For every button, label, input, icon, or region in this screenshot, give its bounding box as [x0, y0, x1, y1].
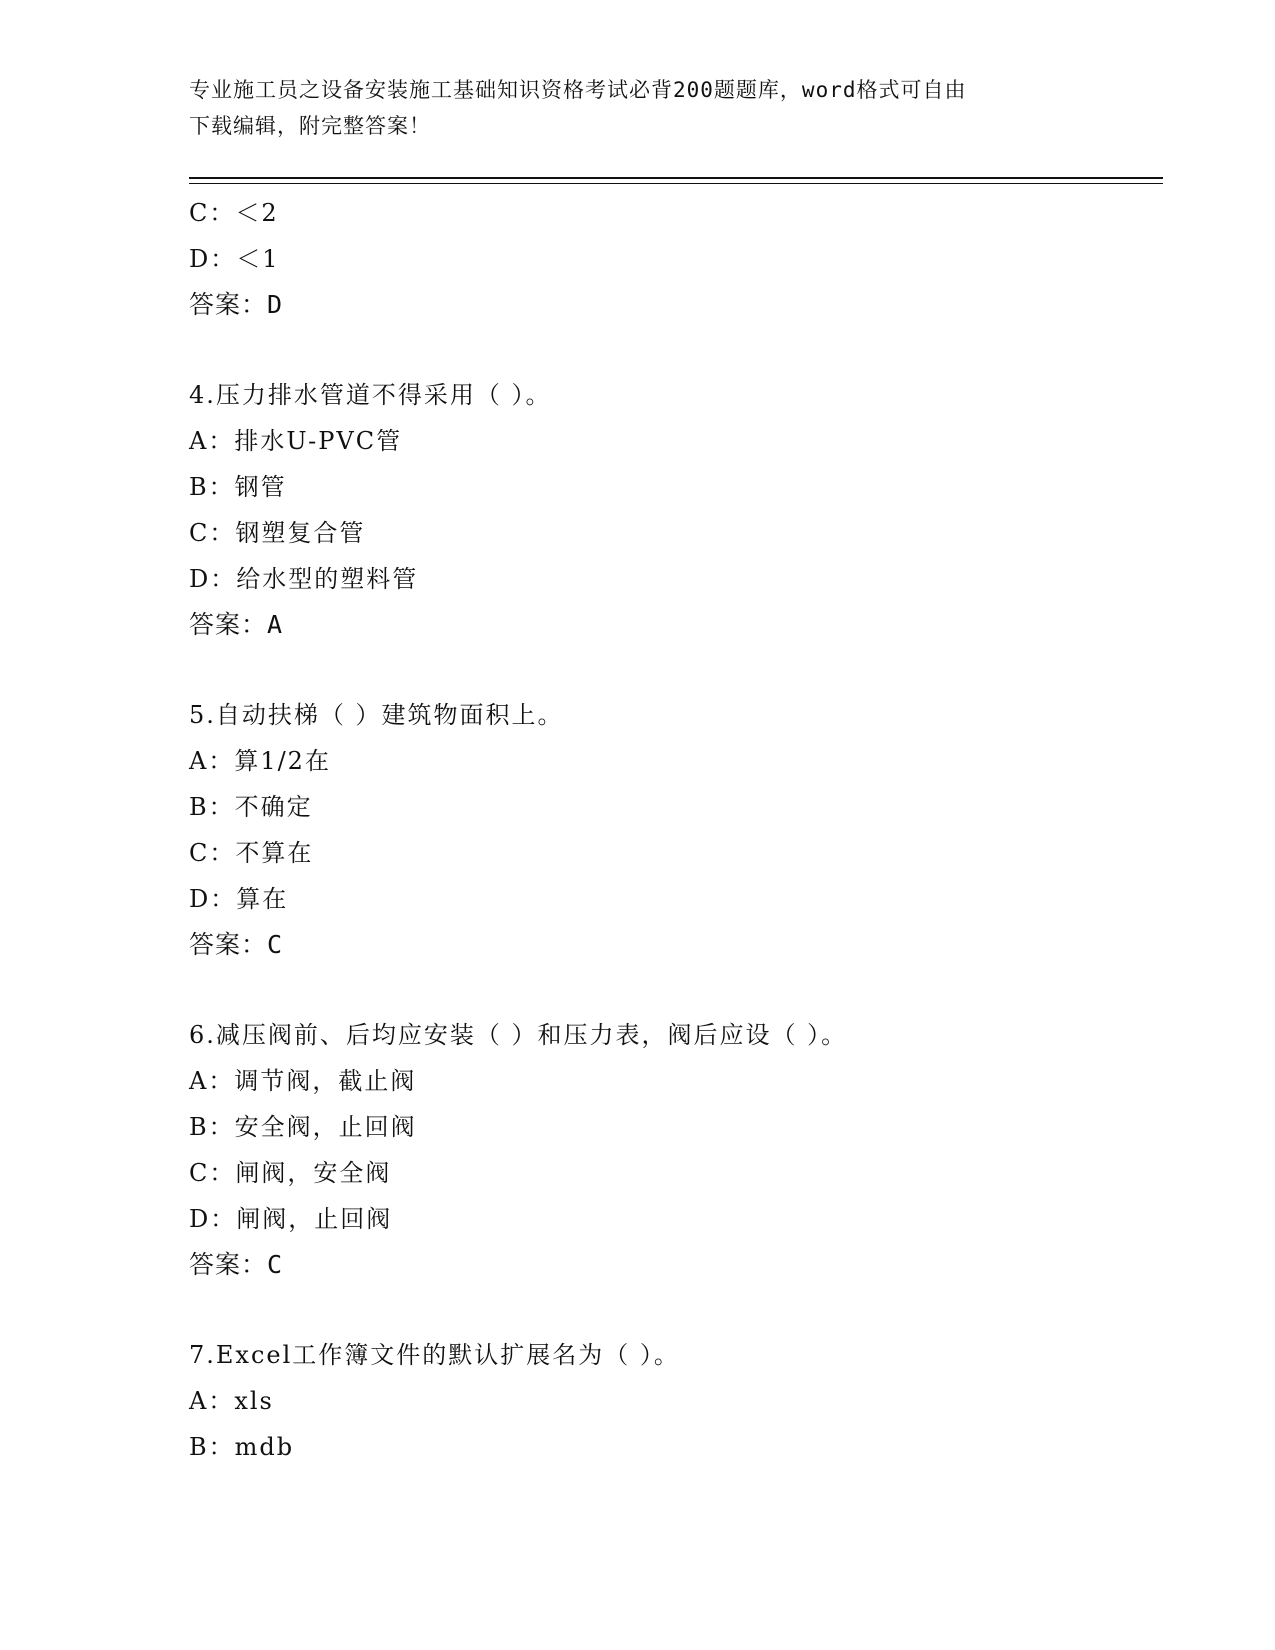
- option-a: A：xls: [189, 1387, 274, 1415]
- option-d: D：闸阀，止回阀: [189, 1205, 393, 1233]
- option-a: A：调节阀，截止阀: [189, 1067, 417, 1095]
- header-divider-thick: [189, 177, 1163, 179]
- option-b: B：不确定: [189, 793, 313, 821]
- answer-line: 答案：A: [189, 610, 284, 639]
- option-d: D：算在: [189, 885, 289, 913]
- document-header: [189, 72, 1089, 144]
- question-text: 5.自动扶梯（ ）建筑物面积上。: [189, 701, 564, 729]
- header-line-1: 专业施工员之设备安装施工基础知识资格考试必背200题题库，word格式可自由: [189, 78, 967, 102]
- option-d: D：＜1: [189, 245, 280, 273]
- question-list: [189, 190, 1169, 1470]
- answer-line: 答案：C: [189, 930, 284, 959]
- spacer: [189, 328, 1169, 372]
- option-b: B：钢管: [189, 473, 287, 501]
- question-5: [189, 692, 1169, 968]
- option-d: D：给水型的塑料管: [189, 565, 419, 593]
- question-4: [189, 372, 1169, 648]
- question-7: [189, 1332, 1169, 1470]
- question-3-partial: [189, 190, 1169, 328]
- option-c: C：钢塑复合管: [189, 519, 366, 547]
- answer-line: 答案：D: [189, 290, 284, 319]
- header-divider-thin: [189, 183, 1163, 184]
- option-c: C：不算在: [189, 839, 314, 867]
- question-6: [189, 1012, 1169, 1288]
- header-line-2: 下载编辑，附完整答案！: [189, 114, 431, 138]
- option-a: A：算1/2在: [189, 747, 331, 775]
- option-c: C：闸阀，安全阀: [189, 1159, 392, 1187]
- spacer: [189, 648, 1169, 692]
- spacer: [189, 1288, 1169, 1332]
- option-a: A：排水U-PVC管: [189, 427, 403, 455]
- option-b: B：安全阀，止回阀: [189, 1113, 417, 1141]
- option-b: B：mdb: [189, 1433, 295, 1461]
- answer-line: 答案：C: [189, 1250, 284, 1279]
- option-c: C：＜2: [189, 199, 279, 227]
- question-text: 6.减压阀前、后均应安装（ ）和压力表，阀后应设（ ）。: [189, 1021, 848, 1049]
- question-text: 4.压力排水管道不得采用（ ）。: [189, 381, 552, 409]
- spacer: [189, 968, 1169, 1012]
- question-text: 7.Excel工作簿文件的默认扩展名为（ ）。: [189, 1341, 680, 1369]
